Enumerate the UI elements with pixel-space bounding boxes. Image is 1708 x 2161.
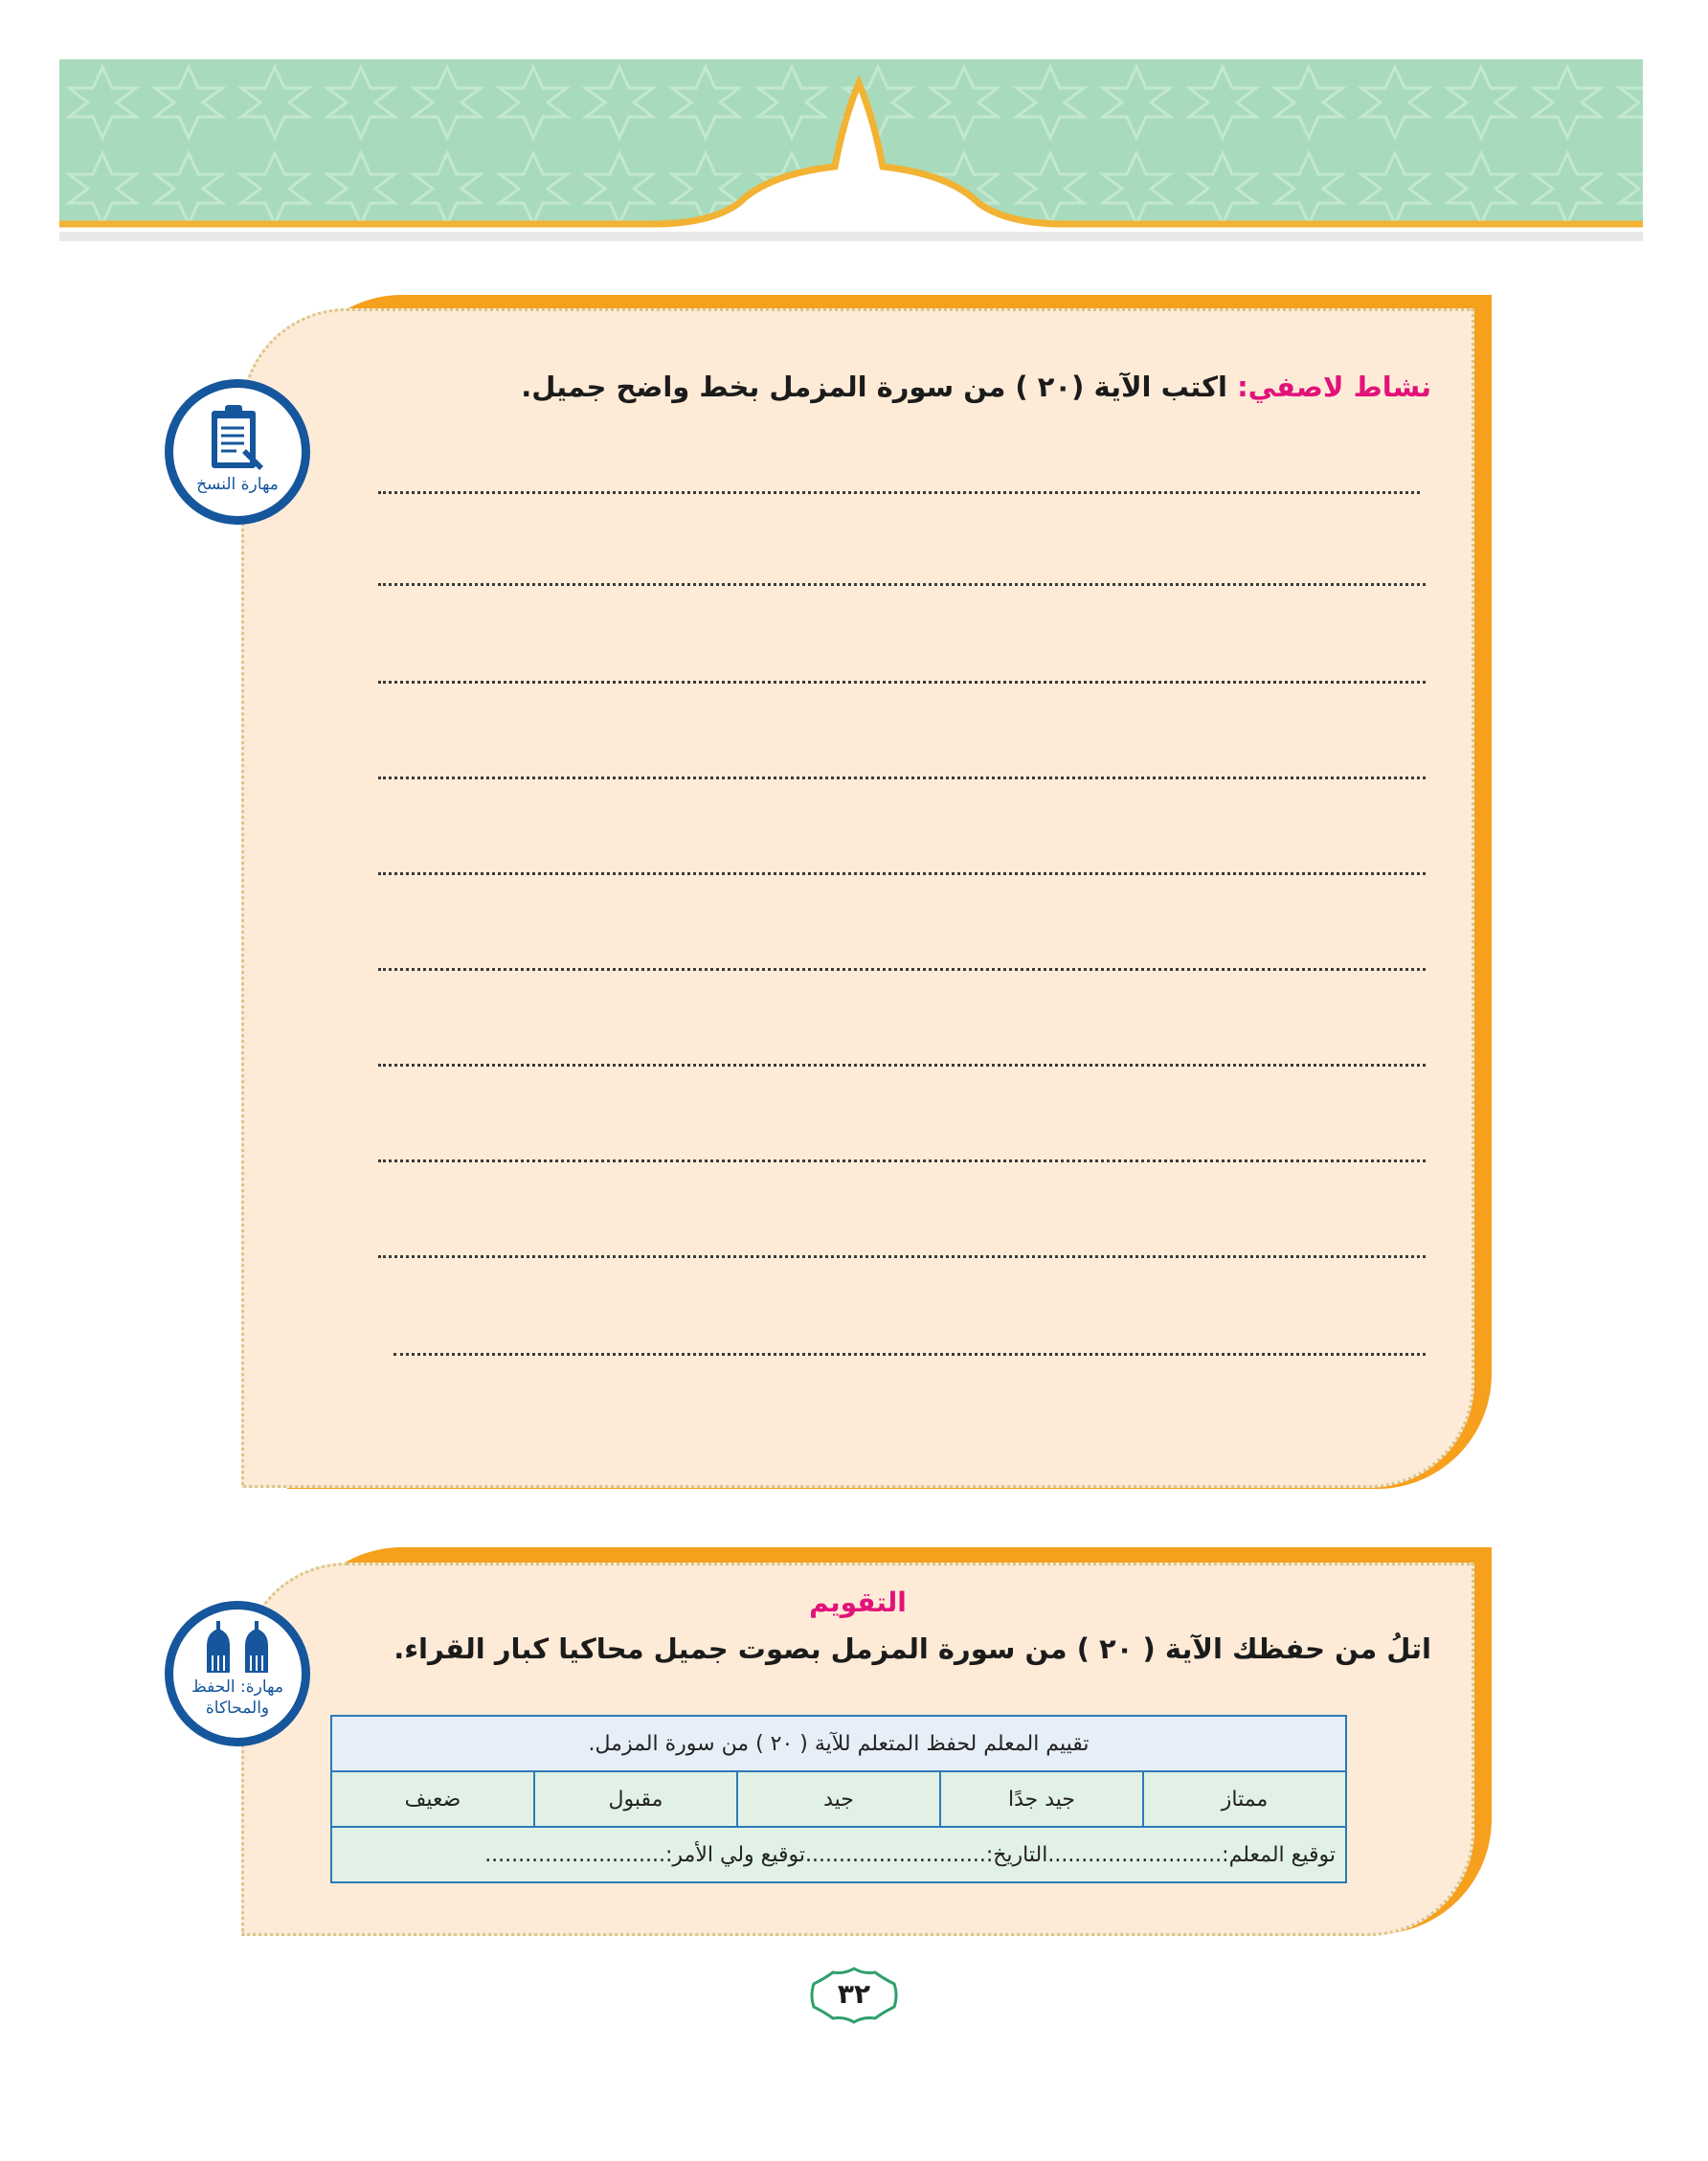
writing-line[interactable] [378, 583, 1426, 586]
activity-label: نشاط لاصفي: [1237, 371, 1431, 403]
grade-cell[interactable]: ممتاز [1143, 1771, 1346, 1827]
writing-line[interactable] [378, 491, 1420, 494]
grade-cell[interactable]: ضعيف [331, 1771, 534, 1827]
evaluation-instruction: اتلُ من حفظك الآية ( ٢٠ ) من سورة المزمل بصوت جميل محاكيا كبار القراء. [393, 1632, 1431, 1665]
evaluation-table-header: تقييم المعلم لحفظ المتعلم للآية ( ٢٠ ) من سورة المزمل. [331, 1716, 1346, 1771]
grade-cell[interactable]: جيد [737, 1771, 940, 1827]
clipboard-icon [204, 401, 271, 478]
writing-line[interactable] [378, 1064, 1426, 1067]
memorization-skill-label-2: والمحاكاة [205, 1699, 270, 1718]
activity-instruction: اكتب الآية (٢٠ ) من سورة المزمل بخط واضح جميل. [521, 371, 1227, 403]
mosque-icon [199, 1621, 276, 1675]
evaluation-heading: التقويم [809, 1587, 907, 1618]
copy-skill-label: مهارة النسخ [196, 475, 279, 494]
grade-cell[interactable]: مقبول [534, 1771, 737, 1827]
memorization-skill-label-1: مهارة: الحفظ [191, 1677, 283, 1697]
writing-line[interactable] [378, 1159, 1426, 1162]
page-number: ٣٢ [837, 1978, 871, 2010]
memorization-skill-badge [165, 1601, 310, 1746]
activity-card [241, 308, 1474, 1488]
header-banner [59, 59, 1643, 247]
grade-cell[interactable]: جيد جدًا [940, 1771, 1143, 1827]
writing-line[interactable] [378, 968, 1426, 971]
signature-row[interactable]: توقيع المعلم:..........................التاريخ:...........................توقيع ولي الأمر:........................... [331, 1827, 1346, 1882]
activity-title [521, 371, 1431, 403]
evaluation-card [241, 1563, 1474, 1936]
evaluation-table [330, 1715, 1347, 1883]
writing-line[interactable] [393, 1353, 1426, 1356]
writing-line[interactable] [378, 872, 1426, 875]
writing-line[interactable] [378, 777, 1426, 779]
writing-line[interactable] [378, 681, 1426, 684]
copy-skill-badge [165, 379, 310, 525]
page-number-frame [806, 1965, 902, 2026]
writing-line[interactable] [378, 1255, 1426, 1258]
